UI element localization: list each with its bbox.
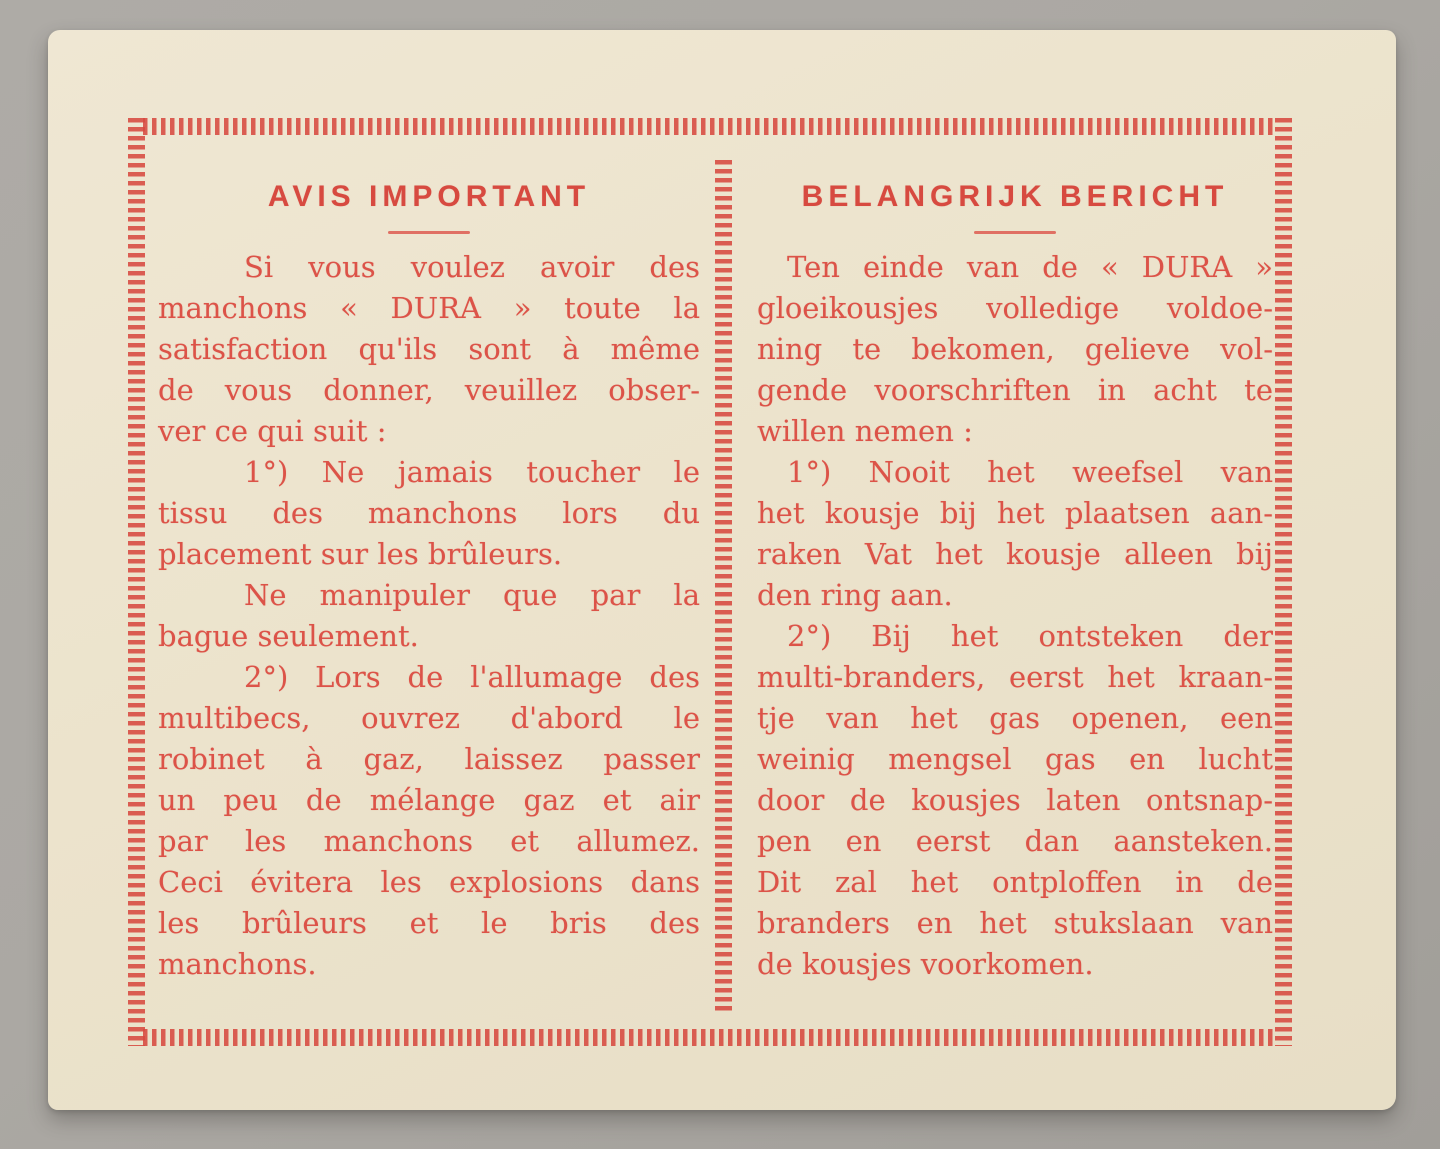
text-line: par les manchons et allumez. — [158, 824, 700, 858]
dutch-column — [757, 180, 1273, 985]
text-line: Si vous voulez avoir des — [244, 250, 700, 284]
text-line: willen nemen : — [757, 414, 973, 448]
text-line: multi-branders, eerst het kraan- — [757, 660, 1273, 694]
dutch-body — [757, 247, 1273, 985]
notice-card — [48, 30, 1396, 1110]
column-divider — [715, 160, 732, 1013]
text-line: de vous donner, veuillez obser- — [158, 373, 700, 407]
text-line: Ne manipuler que par la — [244, 578, 700, 612]
ticked-border-top — [143, 118, 1277, 135]
text-line: placement sur les brûleurs. — [158, 537, 563, 571]
text-line: gende voorschriften in acht te — [757, 373, 1273, 407]
text-line: un peu de mélange gaz et air — [158, 783, 700, 817]
text-line: robinet à gaz, laissez passer — [158, 742, 700, 776]
french-title: AVIS IMPORTANT — [267, 180, 591, 213]
text-line: les brûleurs et le bris des — [158, 906, 700, 940]
text-line: gloeikousjes volledige voldoe- — [757, 291, 1273, 325]
text-line: manchons. — [158, 947, 317, 981]
text-line: ver ce qui suit : — [158, 414, 387, 448]
text-line: Ten einde van de « DURA » — [787, 250, 1273, 284]
text-line: manchons « DURA » toute la — [158, 291, 700, 325]
text-line: branders en het stukslaan van — [757, 906, 1273, 940]
text-line: 1°) Ne jamais toucher le — [244, 455, 700, 489]
text-line: multibecs, ouvrez d'abord le — [158, 701, 700, 735]
ticked-border-left — [128, 118, 145, 1046]
text-line: door de kousjes laten ontsnap- — [757, 783, 1273, 817]
dutch-title: BELANGRIJK BERICHT — [801, 180, 1229, 213]
french-body — [158, 247, 700, 985]
text-line: het kousje bij het plaatsen aan- — [757, 496, 1273, 530]
text-line: ning te bekomen, gelieve vol- — [757, 332, 1273, 366]
text-line: weinig mengsel gas en lucht — [757, 742, 1273, 776]
title-rule — [974, 231, 1056, 234]
ticked-border-bottom — [143, 1029, 1277, 1046]
text-line: bague seulement. — [158, 619, 419, 653]
french-column — [158, 180, 700, 985]
text-line: tje van het gas openen, een — [757, 701, 1273, 735]
text-line: den ring aan. — [757, 578, 953, 612]
text-line: de kousjes voorkomen. — [757, 947, 1094, 981]
text-line: Dit zal het ontploffen in de — [757, 865, 1273, 899]
text-line: tissu des manchons lors du — [158, 496, 700, 530]
text-line: 2°) Lors de l'allumage des — [244, 660, 700, 694]
text-line: 2°) Bij het ontsteken der — [787, 619, 1273, 653]
ticked-border-right — [1275, 118, 1292, 1046]
title-rule — [388, 231, 470, 234]
text-line: satisfaction qu'ils sont à même — [158, 332, 700, 366]
text-line: 1°) Nooit het weefsel van — [787, 455, 1273, 489]
text-line: pen en eerst dan aansteken. — [757, 824, 1273, 858]
text-line: Ceci évitera les explosions dans — [158, 865, 700, 899]
text-line: raken Vat het kousje alleen bij — [757, 537, 1273, 571]
